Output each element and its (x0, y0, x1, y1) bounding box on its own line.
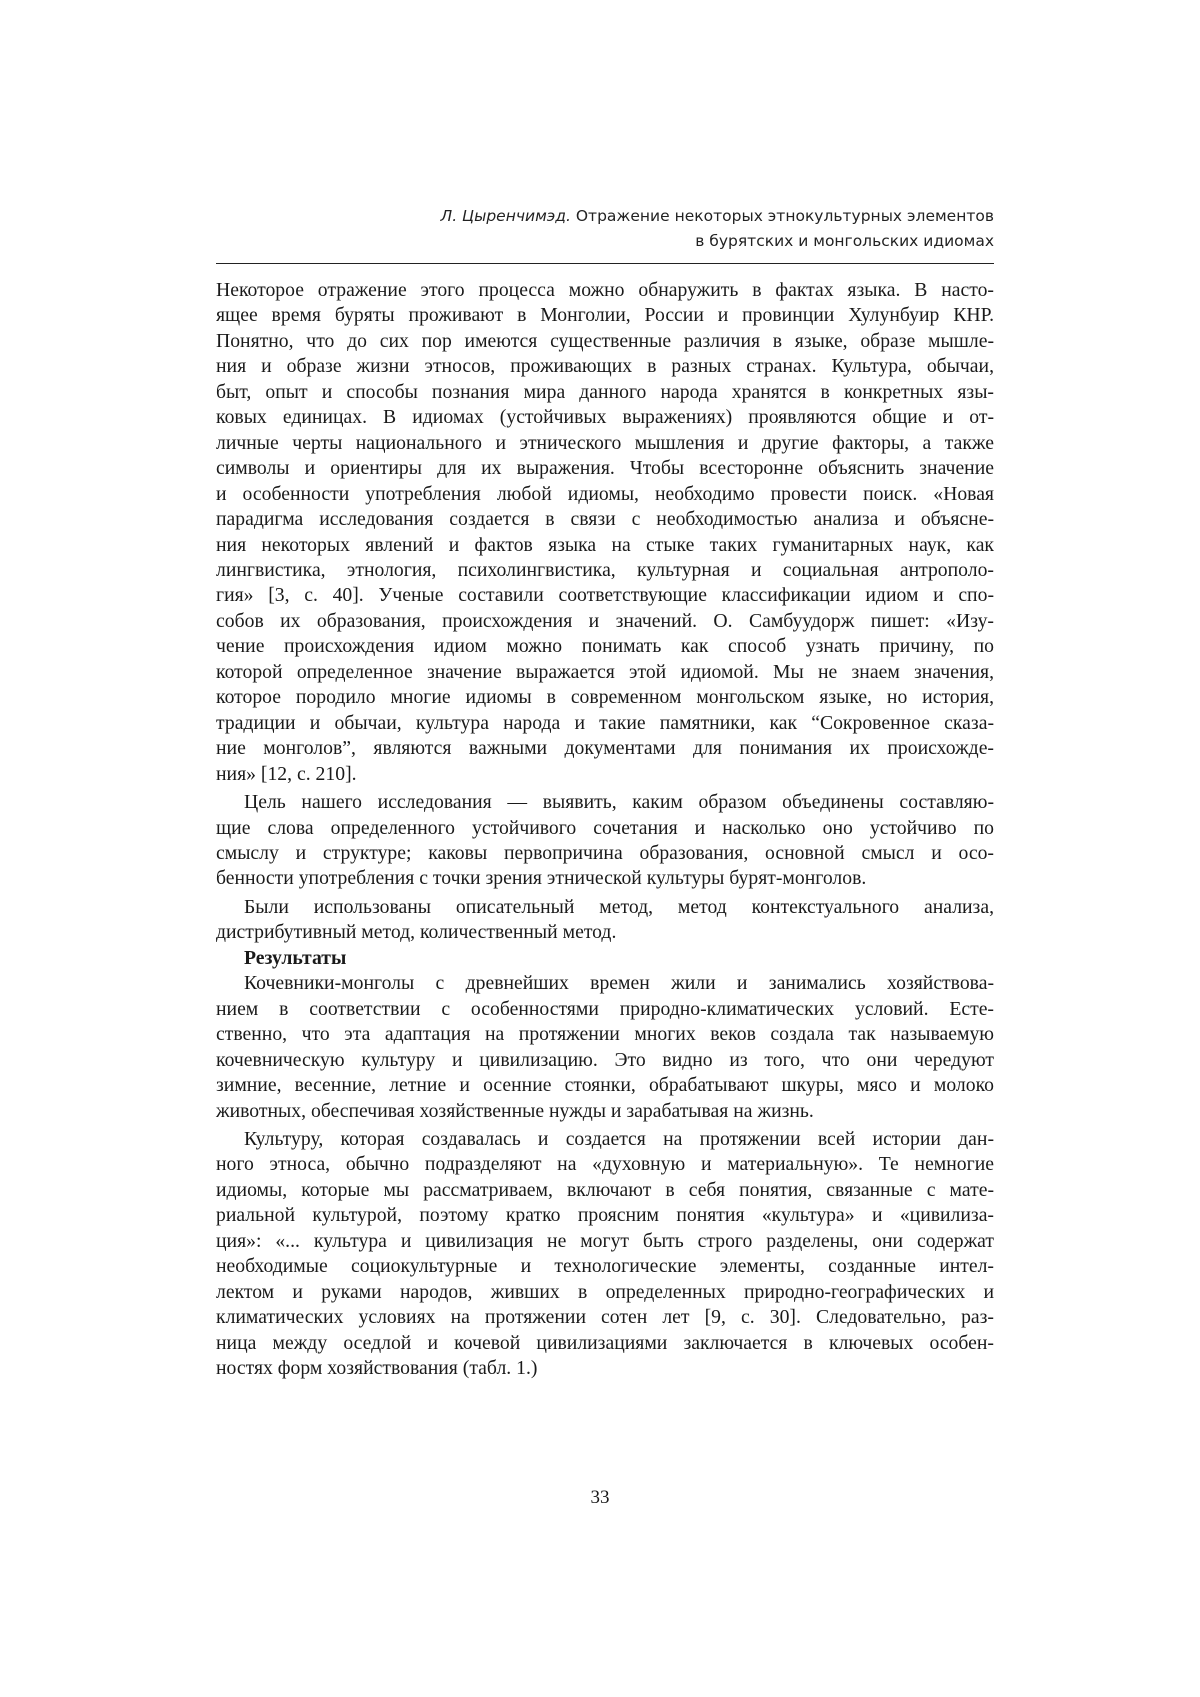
paragraph (216, 790, 994, 892)
text-line: которое породило многие идиомы в современном монгольском языке, но история, (216, 685, 994, 710)
text-line: зимние, весенние, летние и осенние стоянки, обрабатывают шкуры, мясо и молоко (216, 1073, 994, 1098)
text-line: ностях форм хозяйствования (табл. 1.) (216, 1356, 994, 1381)
text-line: смыслу и структуре; каковы первопричина образования, основной смысл и осо- (216, 841, 994, 866)
text-line: бенности употребления с точки зрения этнической культуры бурят-монголов. (216, 866, 994, 891)
text-line: ственно, что эта адаптация на протяжении многих веков создала так называемую (216, 1022, 994, 1047)
text-line: лингвистика, этнология, психолингвистика, культурная и социальная антрополо- (216, 558, 994, 583)
text-line: быт, опыт и способы познания мира данного народа хранятся в конкретных язы- (216, 380, 994, 405)
section-heading-results: Результаты (216, 946, 994, 971)
text-line: щие слова определенного устойчивого сочетания и насколько оно устойчиво по (216, 816, 994, 841)
text-line: собов их образования, происхождения и значений. О. Самбуудорж пишет: «Изу- (216, 609, 994, 634)
text-line: Цель нашего исследования — выявить, каким образом объединены составляю- (216, 790, 994, 815)
text-line: Кочевники-монголы с древнейших времен жили и занимались хозяйствова- (216, 971, 994, 996)
text-line: чение происхождения идиом можно понимать как способ узнать причину, по (216, 634, 994, 659)
text-line: ного этноса, обычно подразделяют на «духовную и материальную». Те немногие (216, 1152, 994, 1177)
text-line: кочевническую культуру и цивилизацию. Это видно из того, что они чередуют (216, 1048, 994, 1073)
text-line: животных, обеспечивая хозяйственные нужды и зарабатывая на жизнь. (216, 1099, 994, 1124)
text-line: парадигма исследования создается в связи с необходимостью анализа и объясне- (216, 507, 994, 532)
page-number: 33 (0, 1487, 1200, 1509)
text-line: личные черты национального и этнического мышления и другие факторы, а также (216, 431, 994, 456)
text-line: ница между оседлой и кочевой цивилизациями заключается в ключевых особен- (216, 1331, 994, 1356)
header-title-part-2: в бурятских и монгольских идиомах (216, 229, 994, 254)
text-line: Были использованы описательный метод, метод контекстуального анализа, (216, 895, 994, 920)
text-line: дистрибутивный метод, количественный метод. (216, 920, 994, 945)
running-header (216, 204, 994, 254)
header-title-part-1: Отражение некоторых этнокультурных элементов (571, 207, 994, 225)
header-author: Л. Цыренчимэд. (441, 207, 571, 225)
text-line: гия» [3, с. 40]. Ученые составили соответствующие классификации идиом и спо- (216, 583, 994, 608)
text-line: ния и образе жизни этносов, проживающих в разных странах. Культура, обычаи, (216, 354, 994, 379)
text-line: климатических условиях на протяжении сотен лет [9, с. 30]. Следовательно, раз- (216, 1305, 994, 1330)
text-line: традиции и обычаи, культура народа и такие памятники, как “Сокровенное сказа- (216, 711, 994, 736)
paragraph (216, 971, 994, 1124)
text-line: необходимые социокультурные и технологические элементы, созданные интел- (216, 1254, 994, 1279)
text-line: Некоторое отражение этого процесса можно обнаружить в фактах языка. В насто- (216, 278, 994, 303)
text-line: лектом и руками народов, живших в определенных природно-географических и (216, 1280, 994, 1305)
text-line: риальной культурой, поэтому кратко проясним понятия «культура» и «цивилиза- (216, 1203, 994, 1228)
paragraph (216, 278, 994, 787)
text-line: Понятно, что до сих пор имеются существенные различия в языке, образе мышле- (216, 329, 994, 354)
text-line: ция»: «... культура и цивилизация не могут быть строго разделены, они содержат (216, 1229, 994, 1254)
text-line: и особенности употребления любой идиомы, необходимо провести поиск. «Новая (216, 482, 994, 507)
paragraph (216, 1127, 994, 1382)
text-line: нием в соответствии с особенностями природно-климатических условий. Есте- (216, 997, 994, 1022)
text-line: ящее время буряты проживают в Монголии, России и провинции Хулунбуир КНР. (216, 303, 994, 328)
text-line: ния» [12, с. 210]. (216, 762, 994, 787)
text-line: идиомы, которые мы рассматриваем, включают в себя понятия, связанные с мате- (216, 1178, 994, 1203)
running-header-line-1 (216, 204, 994, 229)
paragraph (216, 895, 994, 946)
text-line: которой определенное значение выражается этой идиомой. Мы не знаем значения, (216, 660, 994, 685)
article-body (216, 278, 994, 1381)
header-rule (216, 263, 994, 264)
text-line: ковых единицах. В идиомах (устойчивых выражениях) проявляются общие и от- (216, 405, 994, 430)
text-line: ния некоторых явлений и фактов языка на стыке таких гуманитарных наук, как (216, 533, 994, 558)
text-line: ние монголов”, являются важными документами для понимания их происхожде- (216, 736, 994, 761)
text-line: символы и ориентиры для их выражения. Чтобы всесторонне объяснить значение (216, 456, 994, 481)
text-line: Культуру, которая создавалась и создается на протяжении всей истории дан- (216, 1127, 994, 1152)
